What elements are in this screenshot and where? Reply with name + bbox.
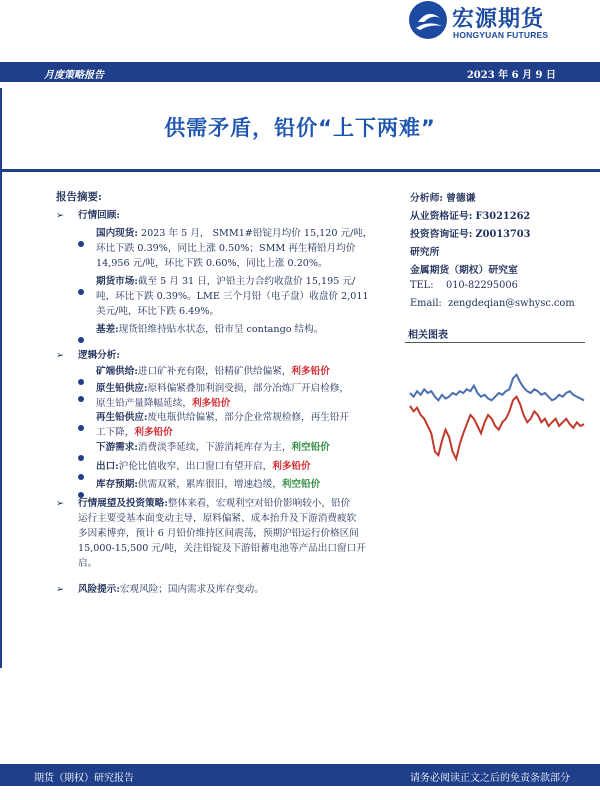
report-date: 2023 年 6 月 9 日	[466, 70, 556, 81]
logo-subtext: HONGYUAN FUTURES	[453, 30, 549, 40]
list-item	[78, 416, 84, 435]
related-chart-title: 相关图表	[408, 330, 448, 341]
bullet-icon	[78, 474, 84, 480]
logic-item-primary: 原生铅供应:原料偏紧叠加利润受损，部分冶炼厂开启检修， 原生铅产量降幅延续，利多铅价	[96, 383, 349, 409]
list-item	[78, 387, 84, 406]
strategy-paragraph: 行情展望及投资策略:整体来看，宏观利空对铅价影响较小，铅价 运行主要受基本面变动主导，原料偏紧、成本抬升及下游消费疲软 多因素博弈，预计 6 月铅价维持区间震荡，预期沪铅运行价格区间 15,000-15,500 元/吨，关注铅锭及下游铅蓄电池等产品出口窗口开 启。	[78, 498, 366, 569]
arrow-icon: ➢	[56, 350, 65, 361]
logic-item-secondary: 再生铅供应:废电瓶供给偏紧，部分企业常规检修，再生铅开 工下降，利多铅价	[96, 412, 349, 438]
logic-item-inventory: 库存预期:供需双紧，累库很旧，增速趋缓，利空铅价	[96, 479, 321, 490]
analyst-name: 分析师: 曾德谦	[410, 193, 476, 204]
list-item	[78, 280, 84, 299]
list-item	[78, 446, 84, 465]
report-title: 供需矛盾，铅价“上下两难”	[164, 116, 436, 140]
analyst-tel: TEL: 010-82295006	[410, 280, 518, 291]
risk-paragraph: 风险提示:宏观风险；国内需求及库存变动。	[78, 584, 264, 595]
list-item	[78, 232, 84, 251]
related-chart	[408, 360, 586, 470]
bullet-icon	[78, 425, 84, 431]
report-type: 月度策略报告	[44, 70, 104, 81]
bullet-icon	[78, 337, 84, 343]
arrow-icon: ➢	[56, 210, 65, 221]
series-line-lower	[410, 397, 584, 459]
left-rule	[0, 88, 2, 668]
footer-left: 期货（期权）研究报告	[34, 773, 134, 784]
bullet-icon	[78, 289, 84, 295]
review-item-futures: 期货市场:截至 5 月 31 日，沪铅主力合约收盘价 15,195 元/ 吨，环比下跌 0.39%。LME 三个月铅（电子盘）收盘价 2,011 美元/吨，环比下跌 6.49%。	[96, 276, 369, 317]
analyst-dept: 研究所	[410, 247, 440, 258]
logic-item-demand: 下游需求:消费淡季延续，下游消耗库存为主，利空铅价	[96, 442, 330, 453]
logic-item-export: 出口:沪伦比值收窄，出口窗口有望开启，利多铅价	[96, 461, 311, 472]
series-line-upper	[410, 375, 584, 401]
bullet-icon	[78, 241, 84, 247]
analyst-consult: 投资咨询证号: Z0013703	[410, 229, 531, 240]
bullet-icon	[78, 455, 84, 461]
review-item-spot: 国内现货: 2023 年 5 月， SMM1#铅锭月均价 15,120 元/吨， 环比下跌 0.39%，同比上涨 0.50%；SMM 再生精铅月均价 14,956 元/吨，环比下跌 0.60%，同比上涨 0.20%。	[96, 228, 373, 269]
logo-text: 宏源期货	[452, 7, 545, 32]
bullet-icon	[78, 379, 84, 385]
analyst-cert: 从业资格证号: F3021262	[410, 211, 531, 222]
logic-heading: 逻辑分析:	[78, 350, 120, 361]
review-item-basis: 基差:现货铅维持贴水状态，铅市呈 contango 结构。	[96, 324, 324, 335]
list-item	[78, 328, 84, 347]
summary-label: 报告摘要:	[56, 191, 102, 203]
footer-disclaimer: 请务必阅读正文之后的免责条款部分	[410, 773, 570, 784]
review-heading: 行情回顾:	[78, 210, 120, 221]
analyst-org: 金属期货（期权）研究室	[410, 265, 518, 276]
logic-item-ore: 矿端供给:进口矿补充有限，铅精矿供给偏紧，利多铅价	[96, 366, 330, 377]
analyst-email: Email: zengdeqian@swhysc.com	[410, 298, 575, 309]
chart-title-divider	[405, 342, 585, 343]
hongyuan-logo-icon	[408, 0, 448, 40]
list-item	[78, 465, 84, 484]
bullet-icon	[78, 396, 84, 402]
arrow-icon: ➢	[56, 498, 65, 509]
arrow-icon: ➢	[56, 584, 65, 595]
title-divider	[0, 169, 600, 172]
